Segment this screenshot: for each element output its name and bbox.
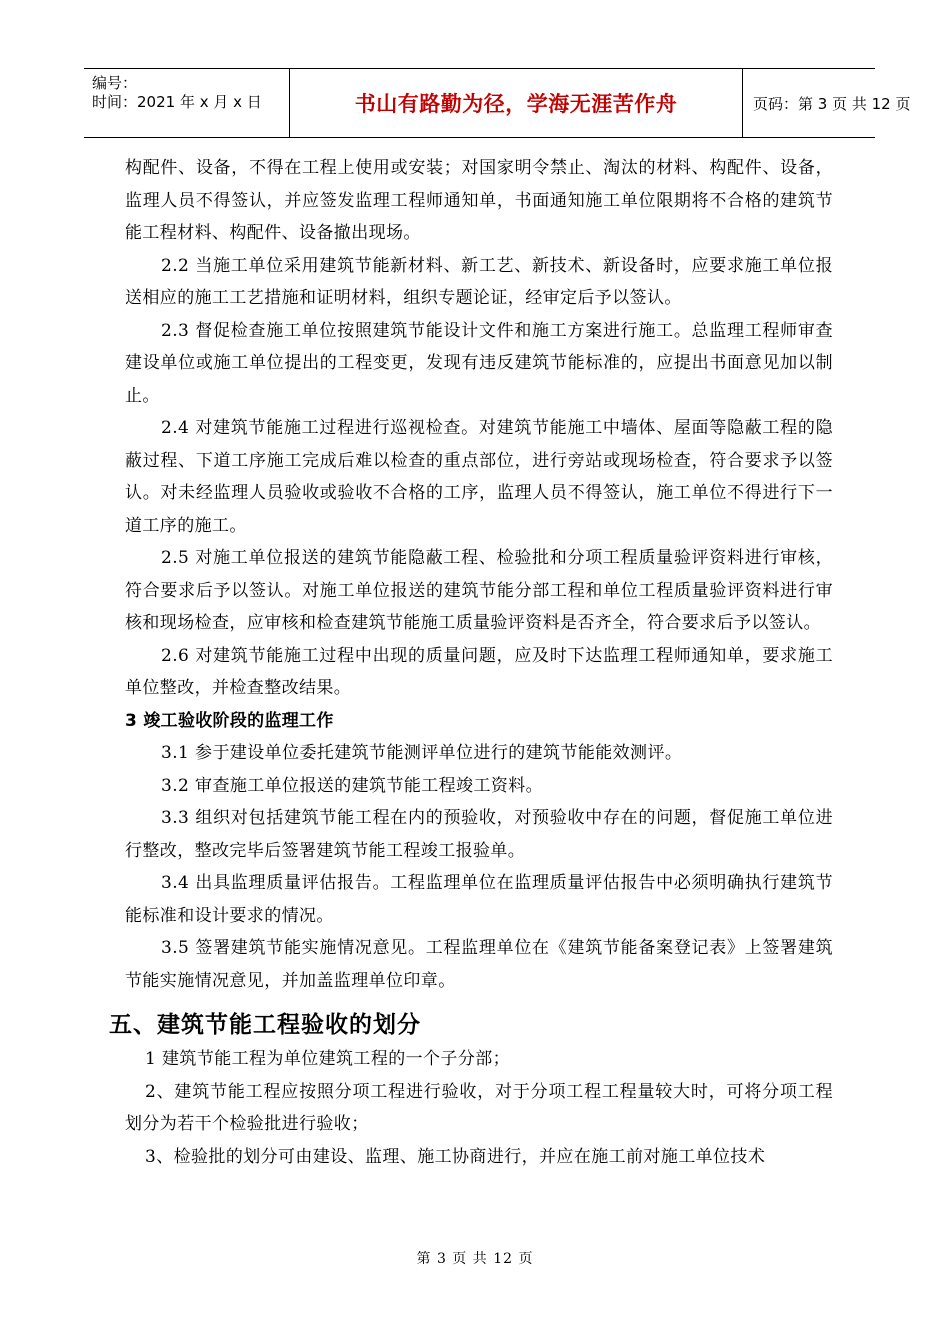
page-header [84, 68, 911, 138]
paragraph-2-5: 2.5 对施工单位报送的建筑节能隐蔽工程、检验批和分项工程质量验评资料进行审核，符合要求后予以签认。对施工单位报送的建筑节能分部工程和单位工程质量验评资料进行审核和现场检查，应审核和检查建筑节能施工质量验评资料是否齐全，符合要求后予以签认。 [125, 548, 833, 633]
header-page-number: 页码：第 3 页 共 12 页 [753, 94, 911, 113]
section-3-heading: 3 竣工验收阶段的监理工作 [125, 710, 334, 731]
header-motto: 书山有路勤为径，学海无涯苦作舟 [289, 69, 743, 137]
document-number-label: 编号： [92, 74, 138, 92]
item-1: 1 建筑节能工程为单位建筑工程的一个子分部； [145, 1049, 511, 1069]
chapter-5-heading: 五、建筑节能工程验收的划分 [109, 1012, 421, 1038]
paragraph-3-1: 3.1 参于建设单位委托建筑节能测评单位进行的建筑节能能效测评。 [161, 743, 683, 763]
paragraph-2-2: 2.2 当施工单位采用建筑节能新材料、新工艺、新技术、新设备时，应要求施工单位报送相应的施工工艺措施和证明材料，组织专题论证，经审定后予以签认。 [125, 255, 833, 308]
paragraph-3-5: 3.5 签署建筑节能实施情况意见。工程监理单位在《建筑节能备案登记表》上签署建筑节能实施情况意见，并加盖监理单位印章。 [125, 938, 833, 991]
item-2: 2、建筑节能工程应按照分项工程进行验收，对于分项工程工程量较大时，可将分项工程划分为若干个检验批进行验收； [125, 1081, 833, 1134]
paragraph-3-3: 3.3 组织对包括建筑节能工程在内的预验收，对预验收中存在的问题，督促施工单位进行整改，整改完毕后签署建筑节能工程竣工报验单。 [125, 808, 833, 861]
document-body [109, 152, 833, 1173]
header-left-cell [84, 69, 289, 137]
paragraph-2-3: 2.3 督促检查施工单位按照建筑节能设计文件和施工方案进行施工。总监理工程师审查建设单位或施工单位提出的工程变更，发现有违反建筑节能标准的，应提出书面意见加以制止。 [125, 320, 833, 406]
paragraph-3-4: 3.4 出具监理质量评估报告。工程监理单位在监理质量评估报告中必须明确执行建筑节能标准和设计要求的情况。 [125, 873, 833, 926]
page-footer: 第 3 页 共 12 页 [416, 1251, 534, 1267]
document-time-label: 时间：2021 年 x 月 x 日 [92, 93, 262, 111]
paragraph-continuation: 构配件、设备，不得在工程上使用或安装；对国家明令禁止、淘汰的材料、构配件、设备，监理人员不得签认，并应签发监理工程师通知单，书面通知施工单位限期将不合格的建筑节能工程材料、构配件、设备撤出现场。 [125, 158, 833, 243]
paragraph-3-2: 3.2 审查施工单位报送的建筑节能工程竣工资料。 [161, 775, 544, 796]
paragraph-2-6: 2.6 对建筑节能施工过程中出现的质量问题，应及时下达监理工程师通知单，要求施工单位整改，并检查整改结果。 [125, 645, 833, 698]
item-3: 3、检验批的划分可由建设、监理、施工协商进行，并应在施工前对施工单位技术 [145, 1146, 766, 1167]
paragraph-2-4: 2.4 对建筑节能施工过程进行巡视检查。对建筑节能施工中墙体、屋面等隐蔽工程的隐蔽过程、下道工序施工完成后难以检查的重点部位，进行旁站或现场检查，符合要求予以签认。对未经监理人员验收或验收不合格的工序，监理人员不得签认，施工单位不得进行下一道工序的施工。 [125, 418, 833, 536]
